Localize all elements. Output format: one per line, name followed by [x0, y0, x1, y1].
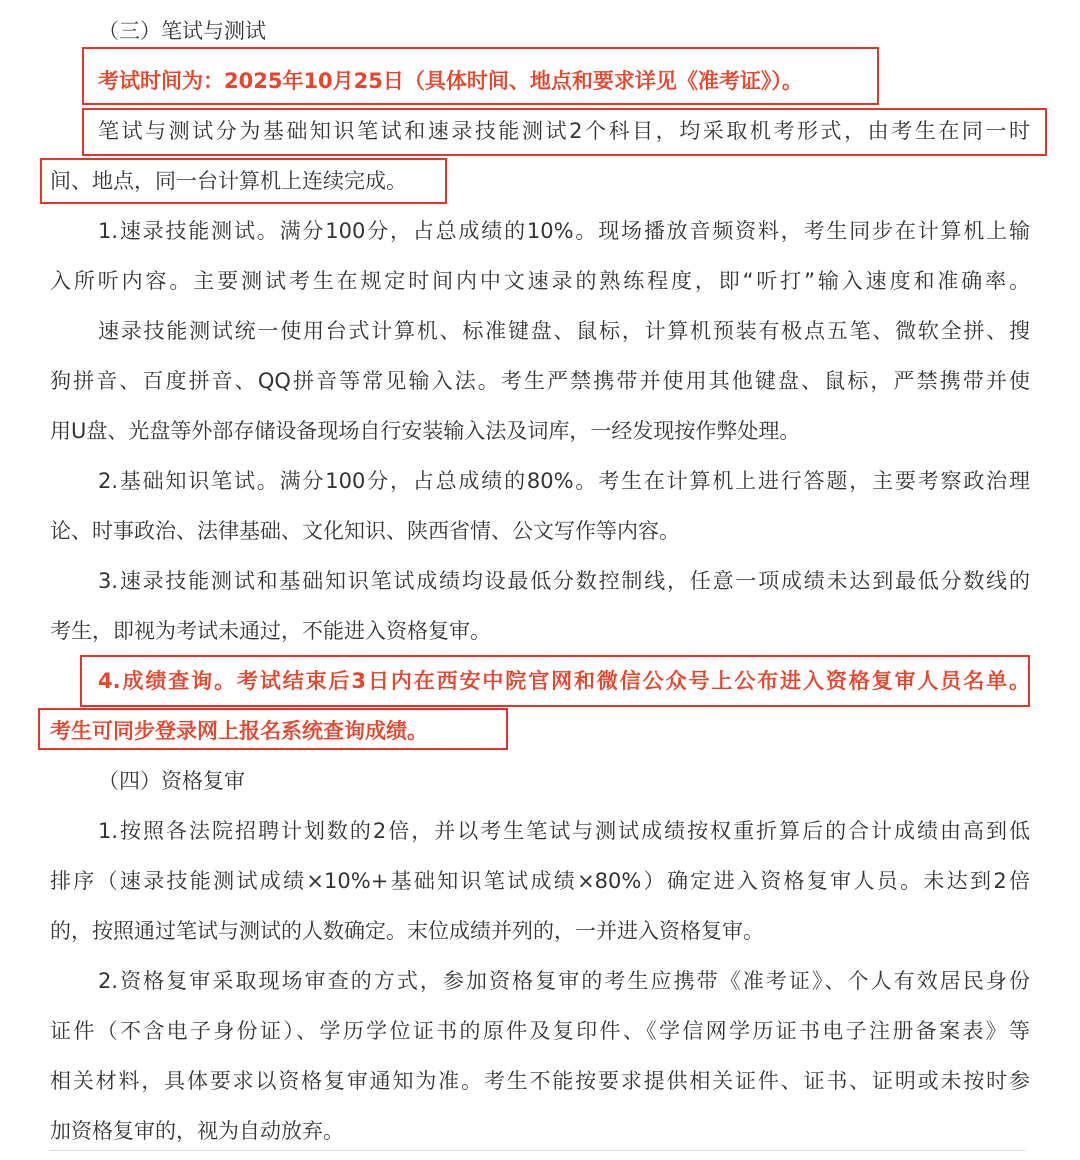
score-query-line-2: 考生可同步登录网上报名系统查询成绩。 [50, 719, 428, 743]
shorthand-test-line-1: 1.速录技能测试。满分100分，占总成绩的10%。现场播放音频资料，考生同步在计算机上输 [98, 219, 1030, 243]
exam-time-notice: 考试时间为：2025年10月25日（具体时间、地点和要求详见《准考证》）。 [98, 69, 803, 93]
highlight-box-exam-time [82, 47, 879, 105]
equipment-line-1: 速录技能测试统一使用台式计算机、标准键盘、鼠标，计算机预装有极点五笔、微软全拼、搜 [98, 319, 1030, 343]
section-heading-qualification-review: （四）资格复审 [98, 769, 245, 793]
equipment-line-2: 狗拼音、百度拼音、QQ拼音等常见输入法。考生严禁携带并使用其他键盘、鼠标，严禁携带并使 [50, 369, 1030, 393]
intro-line-1: 笔试与测试分为基础知识笔试和速录技能测试2个科目，均采取机考形式，由考生在同一时 [98, 119, 1030, 143]
review-rule-line-2: 排序（速录技能测试成绩×10%+基础知识笔试成绩×80%）确定进入资格复审人员。未达到2倍 [50, 869, 1030, 893]
intro-line-2: 间、地点，同一台计算机上连续完成。 [50, 169, 407, 193]
highlight-box-score-query-1 [80, 655, 1030, 707]
min-score-line-1: 3.速录技能测试和基础知识笔试成绩均设最低分数控制线，任意一项成绩未达到最低分数线的 [98, 569, 1030, 593]
min-score-line-2: 考生，即视为考试未通过，不能进入资格复审。 [50, 619, 491, 643]
written-test-line-2: 论、时事政治、法律基础、文化知识、陕西省情、公文写作等内容。 [50, 519, 680, 543]
section-heading-written-test: （三）笔试与测试 [98, 19, 266, 43]
bottom-divider [50, 1150, 1025, 1151]
review-materials-line-3: 相关材料，具体要求以资格复审通知为准。考生不能按要求提供相关证件、证书、证明或未按时参 [50, 1069, 1030, 1093]
equipment-line-3: 用U盘、光盘等外部存储设备现场自行安装输入法及词库，一经发现按作弊处理。 [50, 419, 801, 443]
review-materials-line-2: 证件（不含电子身份证）、学历学位证书的原件及复印件、《学信网学历证书电子注册备案表》等 [50, 1019, 1030, 1043]
review-rule-line-1: 1.按照各法院招聘计划数的2倍，并以考生笔试与测试成绩按权重折算后的合计成绩由高到低 [98, 819, 1030, 843]
score-query-line-1: 4.成绩查询。考试结束后3日内在西安中院官网和微信公众号上公布进入资格复审人员名单。 [98, 669, 1030, 693]
highlight-box-intro-line-2 [40, 158, 447, 204]
highlight-box-intro-line-1 [82, 108, 1047, 156]
written-test-line-1: 2.基础知识笔试。满分100分，占总成绩的80%。考生在计算机上进行答题，主要考察政治理 [98, 469, 1030, 493]
shorthand-test-line-2: 入所听内容。主要测试考生在规定时间内中文速录的熟练程度，即“听打”输入速度和准确率。 [50, 269, 1030, 293]
review-materials-line-4: 加资格复审的，视为自动放弃。 [50, 1119, 344, 1143]
review-rule-line-3: 的，按照通过笔试与测试的人数确定。末位成绩并列的，一并进入资格复审。 [50, 919, 764, 943]
review-materials-line-1: 2.资格复审采取现场审查的方式，参加资格复审的考生应携带《准考证》、个人有效居民身份 [98, 969, 1030, 993]
highlight-box-score-query-2 [38, 708, 508, 750]
